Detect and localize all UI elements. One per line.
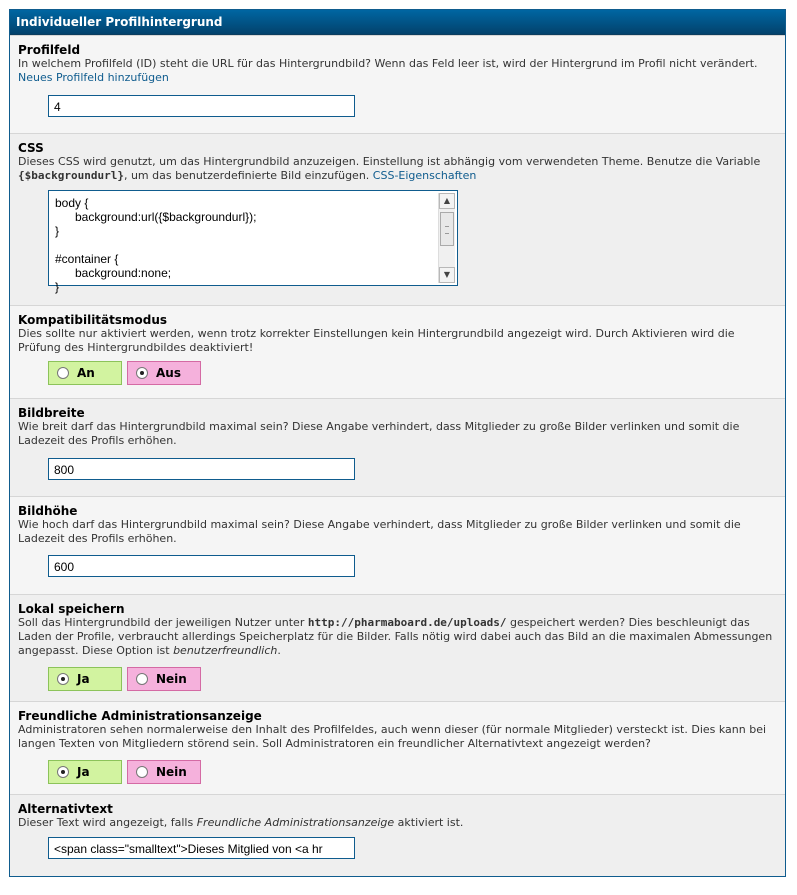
kompat-option-an[interactable]: An (48, 361, 122, 385)
css-code: body { background:url({$backgroundurl}); } #container { background:none; } (55, 196, 257, 294)
setting-title: CSS (18, 141, 44, 155)
radio-checked-icon[interactable] (136, 367, 148, 379)
css-variable: {$backgroundurl} (18, 169, 124, 182)
css-textarea[interactable] (48, 190, 458, 294)
setting-description: Soll das Hintergrundbild der jeweiligen Nutzer unter http://pharmaboard.de/uploads/ gespeichert werden? Dies beschleunigt das Laden der Profile, verbraucht allerdings Speicherplatz für die Bilder. Falls nötig wird dabei auch das Bild an die maximalen Abmessungen angepasst. Diese Option ist benutzerfreundlich. (18, 616, 773, 657)
setting-description: Dies sollte nur aktiviert werden, wenn trotz korrekter Einstellungen kein Hintergrundbild angezeigt wird. Durch Aktivieren wird die Prüfung des Hintergrundbildes deaktiviert! (18, 327, 735, 354)
setting-title: Lokal speichern (18, 602, 125, 616)
radio-unchecked-icon[interactable] (57, 367, 69, 379)
setting-title: Bildhöhe (18, 504, 78, 518)
radio-checked-icon[interactable] (57, 766, 69, 778)
setting-title: Profilfeld (18, 43, 81, 57)
settings-panel (9, 9, 786, 877)
profilfeld-input[interactable]: 4 (48, 95, 355, 117)
setting-title: Freundliche Administrationsanzeige (18, 709, 262, 723)
setting-alternativtext (10, 794, 785, 876)
setting-description: Wie hoch darf das Hintergrundbild maximal sein? Diese Angabe verhindert, dass Mitglieder zu große Bilder verlinken und somit die Ladezeit des Profils erhöhen. (18, 518, 741, 545)
setting-description: In welchem Profilfeld (ID) steht die URL für das Hintergrundbild? Wenn das Feld leer ist, wird der Hintergrund im Profil nicht verändert. Neues Profilfeld hinzufügen (18, 57, 758, 84)
setting-description: Administratoren sehen normalerweise den Inhalt des Profilfeldes, auch wenn dieser (für normale Mitglieder) versteckt ist. Dies kann bei langen Texten von Mitgliedern störend sein. Soll Administratoren ein freundlicher Alternativtext angezeigt werden? (18, 723, 767, 750)
setting-description: Dieser Text wird angezeigt, falls Freundliche Administrationsanzeige aktiviert ist. (18, 816, 464, 829)
add-profile-field-link[interactable]: Neues Profilfeld hinzufügen (18, 71, 169, 84)
scroll-down-icon[interactable]: ▼ (439, 267, 455, 283)
radio-unchecked-icon[interactable] (136, 766, 148, 778)
setting-css (10, 133, 785, 305)
setting-description: Wie breit darf das Hintergrundbild maximal sein? Diese Angabe verhindert, dass Mitglieder zu große Bilder verlinken und somit die Ladezeit des Profils erhöhen. (18, 420, 740, 447)
radio-unchecked-icon[interactable] (136, 673, 148, 685)
setting-description: Dieses CSS wird genutzt, um das Hintergrundbild anzuzeigen. Einstellung ist abhängig vom verwendeten Theme. Benutze die Variable {$backgroundurl}, um das benutzerdefinierte Bild einzufügen. CSS-Eigenschaften (18, 155, 761, 182)
freundlich-option-nein[interactable]: Nein (127, 760, 201, 784)
lokal-option-ja[interactable]: Ja (48, 667, 122, 691)
lokal-option-nein[interactable]: Nein (127, 667, 201, 691)
radio-checked-icon[interactable] (57, 673, 69, 685)
css-properties-link[interactable]: CSS-Eigenschaften (372, 169, 477, 182)
setting-profilfeld (10, 35, 785, 133)
scroll-up-icon[interactable]: ▲ (439, 193, 455, 209)
upload-path: http://pharmaboard.de/uploads/ (307, 616, 507, 629)
scroll-thumb[interactable] (440, 212, 454, 246)
freundlich-option-ja[interactable]: Ja (48, 760, 122, 784)
panel-header: Individueller Profilhintergrund (10, 10, 785, 35)
setting-bildhoehe (10, 496, 785, 594)
alternativtext-input[interactable]: <span class="smalltext">Dieses Mitglied von <a hr (48, 837, 355, 859)
setting-lokal-speichern (10, 594, 785, 701)
setting-title: Alternativtext (18, 802, 113, 816)
bildbreite-input[interactable]: 800 (48, 458, 355, 480)
textarea-scrollbar[interactable] (438, 193, 455, 283)
setting-title: Bildbreite (18, 406, 85, 420)
bildhoehe-input[interactable]: 600 (48, 555, 355, 577)
setting-title: Kompatibilitätsmodus (18, 313, 168, 327)
setting-freundliche-anzeige (10, 701, 785, 794)
setting-bildbreite (10, 398, 785, 496)
setting-kompatibilitaet (10, 305, 785, 398)
kompat-option-aus[interactable]: Aus (127, 361, 201, 385)
